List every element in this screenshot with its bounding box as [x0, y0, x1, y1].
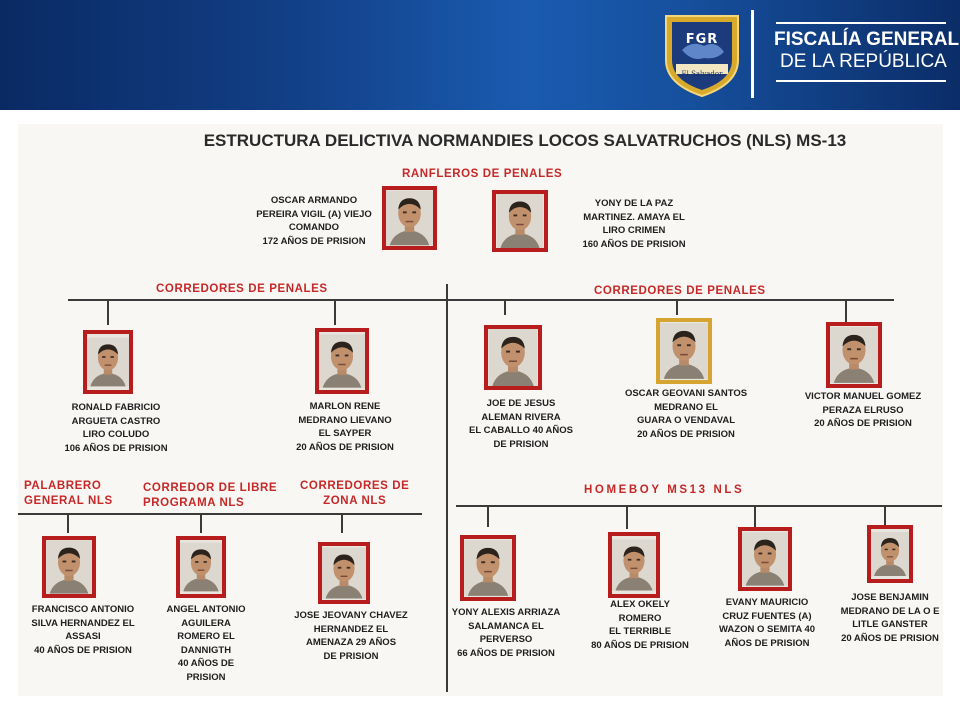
caption-line: RONALD FABRICIO — [71, 402, 161, 413]
label-zona-line-1: CORREDORES DE — [300, 480, 410, 492]
connector-ronald — [107, 301, 109, 325]
caption-line: SALAMANCA EL — [468, 620, 544, 632]
label-palabrero-line-1: PALABRERO — [24, 480, 102, 492]
caption-line: OSCAR ARMANDO — [270, 195, 358, 206]
portrait-marlon-rene — [315, 328, 369, 394]
label-palabrero-general — [24, 479, 113, 509]
label-libre-line-1: CORREDOR DE LIBRE — [143, 482, 278, 494]
caption-line: DE PRISION — [493, 438, 549, 450]
caption-line: EL SAYPER — [318, 428, 372, 439]
caption-line: EL TERRIBLE — [608, 626, 672, 637]
connector-angel — [200, 515, 202, 533]
connector-francisco — [67, 515, 69, 533]
caption-line: 20 AÑOS DE PRISION — [841, 632, 939, 644]
caption-line: 40 AÑOS DE — [177, 658, 235, 669]
label-corredores-de-penales-right: CORREDORES DE PENALES — [594, 285, 766, 297]
header-divider — [751, 10, 754, 98]
title-rule-top — [776, 22, 946, 24]
caption-line: PERAZA ELRUSO — [822, 404, 904, 416]
lower-left-bar-line — [18, 513, 422, 515]
caption-line: LIRO COLUDO — [82, 429, 150, 440]
label-ranfleros-de-penales: RANFLEROS DE PENALES — [402, 168, 563, 180]
caption-line: EL CABALLO 40 AÑOS — [469, 425, 573, 436]
corredores-bar-line — [68, 299, 894, 301]
caption-line: ROMERO — [618, 612, 662, 624]
portrait-yony-de-la-paz — [492, 190, 548, 252]
caption-line: VICTOR MANUEL GOMEZ — [804, 391, 922, 402]
caption-evany-mauricio — [706, 596, 828, 650]
portrait-joe-de-jesus — [484, 325, 542, 390]
caption-line: OSCAR GEOVANI SANTOS — [624, 388, 748, 399]
caption-line: AMENAZA 29 AÑOS — [305, 637, 397, 648]
caption-line: MEDRANO LIEVANO — [298, 414, 392, 426]
caption-alex-okely — [580, 598, 700, 652]
caption-line: PRISION — [186, 671, 226, 683]
caption-line: JOE DE JESUS — [486, 398, 556, 409]
caption-marlon-rene — [280, 400, 410, 454]
label-corredores-de-penales-left: CORREDORES DE PENALES — [156, 283, 328, 295]
caption-line: YONY ALEXIS ARRIAZA — [451, 607, 561, 618]
caption-line: MEDRANO DE LA O E — [840, 605, 940, 617]
label-homeboy-ms13: HOMEBOY MS13 NLS — [584, 484, 745, 496]
connector-jose-jeovany — [341, 515, 343, 533]
org-name-line-1: FISCALÍA GENERAL — [774, 29, 960, 50]
caption-jose-jeovany — [282, 609, 420, 663]
portrait-victor-manuel-gomez — [826, 322, 882, 388]
caption-line: 160 AÑOS DE PRISION — [582, 238, 686, 250]
caption-line: COMANDO — [288, 222, 340, 233]
label-libre-line-2: PROGRAMA NLS — [143, 497, 245, 509]
caption-line: LIRO CRIMEN — [602, 225, 666, 236]
caption-line: MARTINEZ. AMAYA EL — [583, 211, 685, 223]
caption-francisco-antonio — [20, 603, 146, 657]
portrait-oscar-geovani-santos — [656, 318, 712, 384]
caption-line: CRUZ FUENTES (A) — [722, 610, 812, 622]
label-corredores-de-zona — [300, 479, 409, 509]
caption-line: MEDRANO EL — [654, 401, 718, 413]
caption-line: ALEX OKELY — [610, 599, 670, 610]
org-name-line-2: DE LA REPÚBLICA — [780, 51, 947, 72]
caption-oscar-pereira — [252, 194, 376, 248]
homeboy-bar-line — [456, 505, 942, 507]
caption-line: DE PRISION — [323, 650, 379, 662]
caption-line: ROMERO EL — [177, 631, 235, 642]
connector-marlon — [334, 301, 336, 325]
caption-line: 172 AÑOS DE PRISION — [262, 235, 366, 247]
caption-line: AÑOS DE PRISION — [724, 637, 810, 649]
caption-line: JOSE BENJAMIN — [851, 592, 929, 603]
caption-line: JOSE JEOVANY CHAVEZ — [294, 610, 408, 621]
caption-victor-manuel-gomez — [790, 390, 936, 431]
portrait-angel-antonio — [176, 536, 226, 598]
caption-line: HERNANDEZ EL — [313, 623, 389, 635]
connector-alex — [626, 507, 628, 529]
badge-abbreviation: FGR — [685, 32, 719, 47]
caption-line: 80 AÑOS DE PRISION — [591, 639, 689, 651]
caption-line: ARGUETA CASTRO — [71, 415, 161, 427]
chart-title: ESTRUCTURA DELICTIVA NORMANDIES LOCOS SALVATRUCHOS (NLS) MS-13 — [203, 131, 847, 150]
caption-line: 20 AÑOS DE PRISION — [637, 428, 735, 440]
caption-ronald-fabricio — [52, 401, 180, 455]
connector-evany — [754, 507, 756, 527]
caption-angel-antonio — [152, 603, 260, 684]
caption-line: ANGEL ANTONIO — [166, 604, 246, 615]
caption-line: FRANCISCO ANTONIO — [31, 604, 135, 615]
portrait-jose-jeovany — [318, 542, 370, 604]
caption-line: 66 AÑOS DE PRISION — [457, 647, 555, 659]
caption-joe-de-jesus — [456, 397, 586, 451]
label-corredor-libre-programa — [143, 481, 277, 511]
caption-oscar-geovani-santos — [612, 387, 760, 441]
header-banner — [0, 0, 960, 110]
connector-jose-benjamin — [884, 507, 886, 525]
caption-line: 20 AÑOS DE PRISION — [814, 418, 912, 429]
fgr-badge-logo — [660, 10, 744, 98]
portrait-ronald-fabricio — [83, 330, 133, 394]
portrait-alex-okely — [608, 532, 660, 598]
badge-country: El Salvador — [681, 70, 723, 78]
caption-line: DANNIGTH — [180, 644, 232, 656]
portrait-francisco-antonio — [42, 536, 96, 598]
caption-yony-de-la-paz — [566, 197, 702, 251]
label-zona-line-2: ZONA NLS — [323, 495, 387, 507]
caption-line: 20 AÑOS DE PRISION — [296, 441, 394, 453]
caption-line: ASSASI — [65, 631, 101, 642]
connector-oscar-santos — [676, 299, 678, 315]
portrait-yony-alexis-arriaza — [460, 535, 516, 601]
caption-line: ALEMAN RIVERA — [481, 411, 561, 423]
title-rule-bottom — [776, 80, 946, 82]
connector-joe — [504, 299, 506, 315]
portrait-evany-mauricio — [738, 527, 792, 591]
caption-line: EVANY MAURICIO — [725, 597, 809, 608]
caption-line: MARLON RENE — [309, 401, 381, 412]
connector-yony-arriaza — [487, 507, 489, 527]
caption-line: PEREIRA VIGIL (A) VIEJO — [256, 208, 372, 220]
caption-jose-benjamin — [834, 591, 946, 645]
caption-line: AGUILERA — [181, 617, 231, 629]
portrait-oscar-pereira — [382, 186, 437, 250]
caption-line: PERVERSO — [479, 634, 533, 645]
connector-victor — [845, 301, 847, 323]
caption-line: SILVA HERNANDEZ EL — [31, 617, 135, 629]
portrait-jose-benjamin — [867, 525, 913, 583]
caption-line: WAZON O SEMITA 40 — [718, 624, 816, 635]
caption-line: 106 AÑOS DE PRISION — [64, 442, 168, 454]
caption-line: 40 AÑOS DE PRISION — [34, 644, 132, 656]
label-palabrero-line-2: GENERAL NLS — [24, 495, 113, 507]
caption-line: GUARA O VENDAVAL — [637, 415, 735, 426]
caption-line: YONY DE LA PAZ — [594, 198, 674, 209]
caption-line: LITLE GANSTER — [852, 619, 928, 630]
caption-yony-alexis-arriaza — [440, 606, 572, 660]
